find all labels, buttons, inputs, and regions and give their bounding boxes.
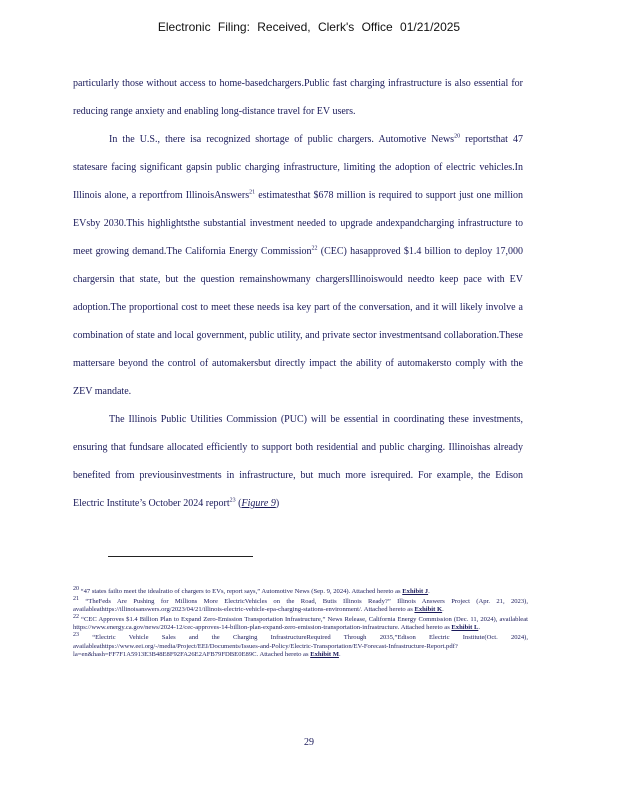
figure-9-link[interactable]: Figure 9 [241, 498, 276, 509]
footnote-20 [73, 585, 528, 597]
exhibit-k-link[interactable]: Exhibit K [414, 606, 443, 614]
footnote-number: 20 [73, 585, 79, 592]
filing-header: Electronic Filing: Received, Clerk's Office 01/21/2025 [157, 20, 461, 34]
paragraph-1: particularly those without access to home-basedchargers.Public fast charging infrastructure is also essential for reducing range anxiety and enabling long-distance travel for EV users. [73, 78, 523, 117]
body-text [73, 70, 523, 518]
paragraph-2-part-d: (CEC) hasapproved $1.4 billion to deploy 17,000 chargersin that state, but the question remainshowmany chargersIllinoiswould needto keep pace with EV adoption.The proportional cost to meet these needs isa key part of the conversation, and it will likely involve a combination of state and local government, public utility, and private sector investmentsand collaboration.These mattersare beyond the control of automakersbut directly impact the ability of automakersto comply with the ZEV mandate. [73, 246, 523, 397]
paragraph-2-part-a: In the U.S., there isa recognized shortage of public chargers. Automotive News [109, 134, 455, 145]
footnote-end: . [478, 624, 480, 632]
footnote-text: “Electric Vehicle Sales and the Charging InfrastructureRequired Through 2035,”Edison Electric Institute(Oct. 2024), availableathttps://www.eei.org/-/media/Project/EEI/Documents/Issues-and-Policy/Electric-Transportation/EV-Forecast-Infrastructure-Report.pdf?la=en&hash=FF7F1A5913E3B48E8F92FA26E2AFB79FDBE0E89C. Attached hereto as [73, 633, 528, 659]
paragraph-2 [73, 126, 523, 406]
footnote-number: 21 [73, 595, 79, 602]
footnote-ref-20[interactable]: 20 [454, 133, 461, 140]
footnote-number: 22 [73, 613, 79, 620]
footnote-ref-23[interactable]: 23 [229, 497, 236, 504]
paragraph-2-part-b: reportsthat 47 statesare facing significant gapsin public charging infrastructure, limiting the adoption of electric vehicles.In Illinois alone, a reportfrom IllinoisAnswers [73, 134, 524, 201]
footnote-end: . [442, 606, 444, 614]
footnote-ref-21[interactable]: 21 [249, 189, 256, 196]
footnote-separator [108, 556, 253, 557]
exhibit-l-link[interactable]: Exhibit L [451, 624, 479, 632]
footnote-text: “CEC Approves $1.4 Billion Plan to Expand Zero-Emission Transportation Infrastructure,” News Release, California Energy Commission (Dec. 11, 2024), availableat https://www.energy.ca.gov/news/2024-12/cec-approves-14-billion-plan-expand-zero-emission-transportation-infrastructure. Attached hereto as [73, 615, 528, 632]
footnote-text: “TheFeds Are Pushing for Millions More ElectricVehicles on the Road, Butis Illinois Ready?” Illinois Answers Project (Apr. 21, 2023), availableathttps://illinoisanswers.org/2023/04/21/illinois-electric-vehicle-epa-charging-stations-environment/. Attached hereto as [73, 597, 528, 614]
paren-close: ) [275, 498, 280, 509]
paragraph-2-part-c: estimatesthat $678 million is required to support just one million EVsby 2030.This highlightsthe substantial investment needed to upgrade andexpandcharging infrastructure to meet growing demand.The California Energy Commission [73, 190, 524, 257]
exhibit-m-link[interactable]: Exhibit M [310, 651, 339, 659]
page-number: 29 [304, 737, 314, 748]
footnote-22 [73, 613, 528, 633]
paren-open: ( [235, 498, 242, 509]
exhibit-j-link[interactable]: Exhibit J [402, 588, 429, 595]
paragraph-3 [73, 406, 523, 518]
footnote-ref-22[interactable]: 22 [311, 245, 318, 252]
footnote-text: “47 states failto meet the idealratio of chargers to EVs, report says,” Automotive News (Sep. 9, 2024). Attached hereto as [79, 588, 403, 595]
footnote-end: . [428, 588, 430, 595]
footnote-end: . [338, 651, 341, 659]
paragraph-3-part-a: The Illinois Public Utilities Commission (PUC) will be essential in coordinating these investments, ensuring that fundsare allocated efficiently to support both residential and public charging. Illinoishas already benefited from previousinvestments in infrastructure, but much more isrequired. For example, the Edison Electric Institute’s October 2024 report [73, 414, 523, 509]
footnote-21 [73, 595, 528, 615]
footnote-23 [73, 631, 528, 660]
footnotes [73, 585, 528, 661]
footnote-number: 23 [73, 631, 79, 638]
